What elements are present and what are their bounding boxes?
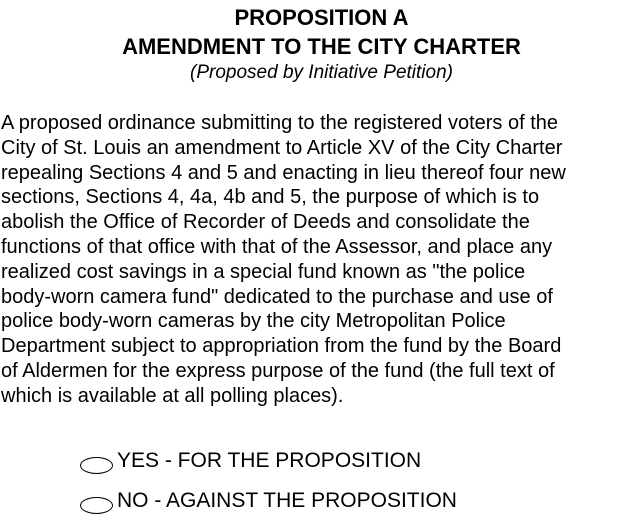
- no-oval-bubble[interactable]: [80, 497, 113, 514]
- description-line: repealing Sections 4 and 5 and enacting in lieu thereof four new: [1, 161, 566, 184]
- proposition-note: (Proposed by Initiative Petition): [190, 62, 453, 83]
- proposition-description: [1, 111, 641, 409]
- yes-oval-bubble[interactable]: [80, 457, 113, 474]
- proposition-subtitle: AMENDMENT TO THE CITY CHARTER: [122, 34, 521, 59]
- no-choice-label: NO - AGAINST THE PROPOSITION: [117, 489, 457, 512]
- description-line: police body-worn cameras by the city Metropolitan Police: [1, 310, 506, 333]
- description-line: Department subject to appropriation from the fund by the Board: [1, 335, 562, 358]
- description-line: City of St. Louis an amendment to Article XV of the City Charter: [1, 136, 563, 159]
- description-line: body-worn camera fund" dedicated to the purchase and use of: [1, 285, 553, 308]
- description-line: of Aldermen for the express purpose of the fund (the full text of: [1, 359, 555, 382]
- description-line: abolish the Office of Recorder of Deeds and consolidate the: [1, 211, 530, 234]
- description-line: realized cost savings in a special fund known as "the police: [1, 260, 526, 283]
- yes-choice-label: YES - FOR THE PROPOSITION: [117, 449, 422, 472]
- description-line: functions of that office with that of the Assessor, and place any: [1, 235, 553, 258]
- proposition-title: PROPOSITION A: [234, 5, 409, 30]
- description-line: which is available at all polling places).: [1, 384, 344, 407]
- no-choice[interactable]: [80, 486, 457, 516]
- description-line: sections, Sections 4, 4a, 4b and 5, the purpose of which is to: [1, 186, 540, 209]
- yes-choice[interactable]: [80, 446, 421, 476]
- description-line: A proposed ordinance submitting to the registered voters of the: [1, 112, 559, 134]
